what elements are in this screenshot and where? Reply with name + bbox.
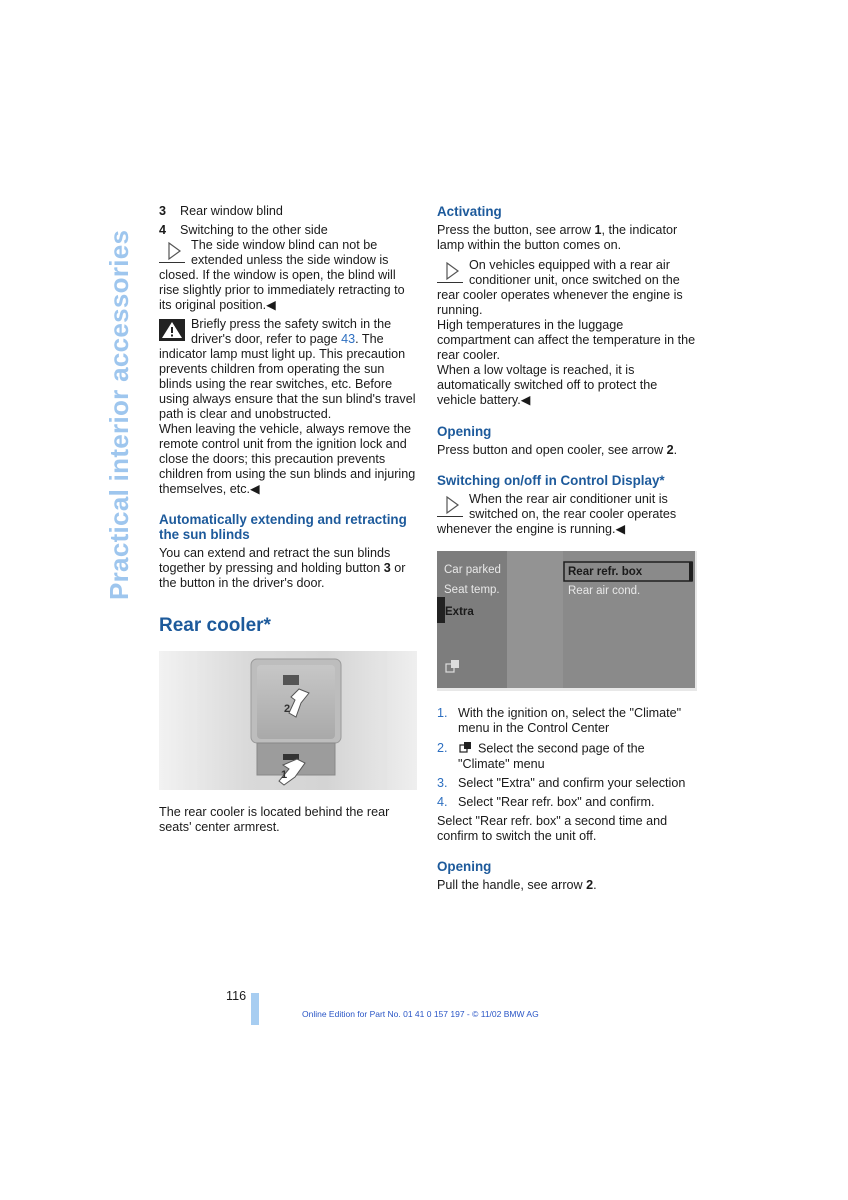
rear-cooler-image [159, 651, 417, 790]
note-block [437, 258, 697, 318]
warning-text: Briefly press the safety switch in the driver's door, refer to page 43. The indicator lamp must light up. This precaution prevents children from operating the sun blinds using the rear switches, etc. Before using always ensure that the sun blind's travel path is clear and unobstructed. [159, 317, 416, 421]
section-heading: Automatically extending and retracting the sun blinds [159, 512, 407, 542]
svg-text:Extra: Extra [445, 606, 474, 618]
note-text: When the rear air conditioner unit is switched on, the rear cooler operates whenever the engine is running.◀ [437, 492, 677, 536]
edition-footer: Online Edition for Part No. 01 41 0 157 197 - © 11/02 BMW AG [302, 1009, 539, 1019]
note-block [437, 492, 697, 537]
note-text: The side window blind can not be extended unless the side window is closed. If the window is open, the blind will rise slightly prior to immediately retracting to its original position.◀ [159, 238, 405, 312]
item-number: 4 [159, 223, 167, 237]
chapter-heading: Rear cooler* [159, 615, 271, 636]
note-icon [437, 494, 463, 517]
list-item: 1. With the ignition on, select the "Climate" menu in the Control Center [437, 706, 682, 735]
list-item: 2. Select the second page of the "Climate" menu [437, 741, 645, 771]
section-side-title: Practical interior accessories [104, 229, 134, 600]
item-text: Switching to the other side [180, 223, 328, 237]
image-caption: The rear cooler is located behind the rear seats' center armrest. [159, 805, 390, 834]
section-heading: Switching on/off in Control Display* [437, 473, 665, 488]
instruction-steps [437, 706, 697, 810]
right-column [437, 204, 697, 893]
body-text: High temperatures in the luggage compartment can affect the temperature in the rear cooler. [437, 318, 696, 362]
page-number: 116 [226, 989, 247, 1003]
svg-text:Rear refr. box: Rear refr. box [568, 566, 643, 578]
control-display-image [437, 551, 697, 691]
warning-block [159, 317, 417, 422]
section-heading: Opening [437, 859, 492, 874]
section-heading: Activating [437, 204, 502, 219]
warning-icon [159, 319, 185, 341]
body-text: You can extend and retract the sun blinds together by pressing and holding button 3 or the button in the driver's door. [159, 546, 406, 590]
body-text: Pull the handle, see arrow 2. [437, 878, 597, 892]
body-text: Select "Rear refr. box" a second time and confirm to switch the unit off. [437, 814, 668, 843]
list-item: 4. Select "Rear refr. box" and confirm. [437, 795, 655, 809]
list-item [159, 223, 417, 238]
svg-text:Car parked: Car parked [444, 564, 501, 576]
note-text: On vehicles equipped with a rear air conditioner unit, once switched on the rear cooler operates whenever the engine is running. [437, 258, 683, 317]
footer-marker-bar [251, 993, 259, 1025]
note-icon [437, 260, 463, 283]
svg-text:Seat temp.: Seat temp. [444, 584, 500, 596]
left-column [159, 204, 417, 835]
item-text: Rear window blind [180, 204, 283, 218]
page-switch-icon [458, 741, 478, 757]
body-text: Press button and open cooler, see arrow 2. [437, 443, 678, 457]
list-item [159, 204, 417, 219]
note-icon [159, 240, 185, 263]
body-text: Press the button, see arrow 1, the indicator lamp within the button comes on. [437, 223, 678, 252]
svg-text:Rear air cond.: Rear air cond. [568, 585, 641, 597]
item-number: 3 [159, 204, 167, 218]
section-heading: Opening [437, 424, 492, 439]
list-item: 3. Select "Extra" and confirm your selection [437, 776, 686, 790]
warning-text-continued: When leaving the vehicle, always remove the remote control unit from the ignition lock and close the doors; this precaution prevents children from using the sun blinds and injuring themselves, etc.◀ [159, 422, 416, 496]
svg-text:1: 1 [281, 769, 288, 781]
page-reference-link[interactable]: 43 [341, 332, 356, 346]
svg-text:2: 2 [284, 703, 291, 715]
body-text: When a low voltage is reached, it is automatically switched off to protect the vehicle battery.◀ [437, 363, 658, 407]
note-block [159, 238, 417, 313]
